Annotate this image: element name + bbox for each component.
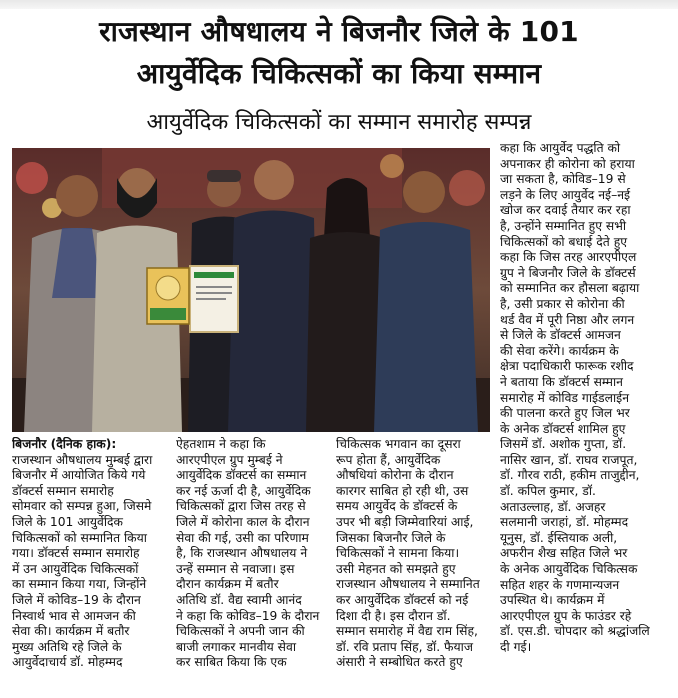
- article-line: क्षेत्रा पदाधिकारी फारूक रशीद: [500, 359, 634, 374]
- article-line: जिसका बिजनौर जिले के: [336, 530, 446, 545]
- article-line: सम्मान समारोह में वैद्य राम सिंह,: [336, 624, 478, 639]
- article-line: उसी मेहनत को समझते हुए: [336, 561, 456, 576]
- article-line: कर साबित किया कि एक: [176, 655, 287, 670]
- article-line: अताउल्लाह, डॉ. अजहर: [500, 499, 606, 514]
- article-column-1: [12, 437, 170, 671]
- article-line: नासिर खान, डॉ. राघव राजपूत,: [500, 452, 638, 467]
- article-line: रूप होता हैं, आयुर्वेदिक: [336, 452, 441, 467]
- article-column-3: [336, 437, 488, 671]
- article-line: का सम्मान किया गया, जिन्होंने: [12, 577, 147, 592]
- article-line: उन्हें सम्मान से नवाजा। इस: [176, 561, 295, 576]
- article-line: ने कहा कि कोविड–19 के दौरान: [176, 608, 320, 623]
- article-line: चिकित्सकों द्वारा जिस तरह से: [176, 499, 306, 514]
- article-line: खोज कर दवाई तैयार कर रहा: [500, 203, 631, 218]
- article-line: डॉ. रवि प्रताप सिंह, डॉ. फैयाज: [336, 639, 473, 654]
- headline-line-2: आयुर्वेदिक चिकित्सकों का किया सम्मान: [136, 57, 542, 90]
- article-line: डॉ. एस.डी. चोपदार को श्रद्धांजलि: [500, 624, 650, 639]
- article-line: कारगर साबित हो रही थी, उस: [336, 483, 469, 498]
- article-line: थर्ड वैव में पूरी निष्ठा और लगन: [500, 312, 635, 327]
- article-line: समारोह में कोविड गाईडलाईन: [500, 390, 630, 405]
- article-line: सोमवार को सम्पन्न हुआ, जिसमे: [12, 499, 152, 514]
- article-line: लड़ने के लिए आयुर्वेद नई–नई: [500, 187, 631, 202]
- article-line: राजस्थान औषधालय ने सम्मानित: [336, 577, 480, 592]
- article-line: सहित शहर के गणमान्यजन: [500, 577, 620, 592]
- article-line: कहा कि आयुर्वेद पद्धति को: [500, 141, 621, 155]
- article-line: जिले में कोरोना काल के दौरान: [176, 514, 310, 529]
- article-line: है, उन्होंने सम्मानित हुए सभी: [500, 218, 627, 233]
- article-line: चिकित्सकों ने सामना किया।: [336, 546, 460, 561]
- article-column-2: [176, 437, 326, 671]
- article-line: चिकित्सकों ने अपनी जान की: [176, 624, 305, 639]
- article-line: दौरान कार्यक्रम में बतौर: [176, 577, 279, 592]
- article-line: उपर भी बड़ी जिम्मेवारियां आई,: [336, 514, 474, 529]
- article-line: सेवा की गई, उसी का परिणाम: [176, 530, 309, 545]
- photo-illustration: [12, 148, 490, 432]
- article-line: अंसारी ने सम्बोधित करते हुए: [336, 655, 463, 670]
- article-line: दिशा दी है। इस दौरान डॉ.: [336, 608, 451, 623]
- article-line: दी गई।: [500, 640, 532, 654]
- article-line: चिकित्सक भगवान का दूसरा: [336, 437, 461, 451]
- article-line: यूनुस, डॉ. ईस्तियाक अली,: [500, 530, 618, 545]
- article-line: चिकित्सकों को बधाई देते हुए: [500, 234, 628, 249]
- article-line: है, कि राजस्थान औषधालय ने: [176, 546, 308, 561]
- article-line: अपनाकर ही कोरोना को हराया: [500, 156, 635, 171]
- article-line: को सम्मानित कर हौसला बढ़ाया: [500, 281, 640, 296]
- headline-line-1: राजस्थान औषधालय ने बिजनौर जिले के 101: [99, 15, 579, 48]
- article-line: जिले के 101 आयुर्वेदिक: [12, 514, 123, 529]
- article-line: ऐहतशाम ने कहा कि: [176, 437, 266, 451]
- article-line: निस्वार्थ भाव से आमजन की: [12, 608, 136, 623]
- article-line: समय आयुर्वेद के डॉक्टर्स के: [336, 499, 458, 514]
- article-line: ग्रुप ने बिजनौर जिले के डॉक्टर्स: [500, 265, 636, 280]
- article-line: के अनेक डॉक्टर्स शामिल हुए: [500, 421, 626, 436]
- article-column-4: [500, 141, 668, 656]
- article-line: डॉ. कपिल कुमार, डॉ.: [500, 484, 596, 499]
- article-line: औषधियां कोरोना के दौरान: [336, 468, 454, 483]
- subheadline: आयुर्वेदिक चिकित्सकों का सम्मान समारोह सम्पन्न: [146, 110, 532, 135]
- article-line: की सेवा करेंगे। कार्यक्रम के: [500, 343, 619, 358]
- article-line: है, उसी प्रकार से कोरोना की: [500, 296, 625, 311]
- article-line: जिसमें डॉ. अशोक गुप्ता, डॉ.: [500, 437, 627, 452]
- article-line: आयुर्वेदाचार्य डॉ. मोहम्मद: [12, 655, 123, 670]
- news-photo: [12, 148, 490, 432]
- article-line: अफरीन शैख सहित जिले भर: [500, 546, 628, 561]
- article-line: उपस्थित थे। कार्यक्रम में: [500, 593, 605, 608]
- article-line: सेवा की। कार्यक्रम में बतौर: [12, 624, 130, 639]
- article-line: कर नई ऊर्जा दी है, आयुर्वेदिक: [176, 483, 311, 498]
- article-line: कर आयुर्वेदिक डॉक्टर्स को नई: [336, 592, 469, 607]
- article-line: में उन आयुर्वेदिक चिकित्सकों: [12, 561, 139, 576]
- article-line: डॉ. गौरव राठी, हकीम ताजुद्दीन,: [500, 468, 640, 483]
- article-line: की पालना करते हुए जिल भर: [500, 406, 630, 421]
- dateline: बिजनौर (दैनिक हाक):: [12, 437, 117, 451]
- article-line: आयुर्वेदिक डॉक्टर्स का सम्मान: [176, 468, 307, 483]
- article-line: आरएपीएल ग्रुप के फाउंडर रहे: [500, 608, 632, 623]
- article-line: डॉक्टर्स सम्मान समारोह: [12, 483, 114, 498]
- article-line: से जिले के डॉक्टर्स आमजन: [500, 328, 621, 343]
- article-line: आरएपीएल ग्रुप मुम्बई ने: [176, 452, 283, 467]
- article-line: सलमानी जराहां, डॉ. मोहम्मद: [500, 515, 629, 530]
- article-line: जिले में कोविड–19 के दौरान: [12, 592, 141, 607]
- article-line: मुख्य अतिथि रहे जिले के: [12, 639, 122, 654]
- article-line: गया। डॉक्टर्स सम्मान समारोह: [12, 546, 140, 561]
- article-line: बिजनौर में आयोजित किये गये: [12, 468, 146, 483]
- article-line: अतिथि डॉ. वैद्य स्वामी आनंद: [176, 592, 302, 607]
- article-line: ने बताया कि डॉक्टर्स सम्मान: [500, 374, 623, 389]
- article-line: राजस्थान औषधालय मुम्बई द्वारा: [12, 452, 153, 467]
- article-line: के अनेक आयुर्वेदिक चिकित्सक: [500, 562, 638, 577]
- article-line: चिकित्सकों को सम्मानित किया: [12, 530, 147, 545]
- cropped-top-strip: [0, 0, 678, 9]
- article-line: जा सकता है, कोविड–19 से: [500, 172, 626, 187]
- article-line: कहा कि जिस तरह आरएपीएल: [500, 250, 637, 265]
- article-line: बाजी लगाकर मानवीय सेवा: [176, 639, 297, 654]
